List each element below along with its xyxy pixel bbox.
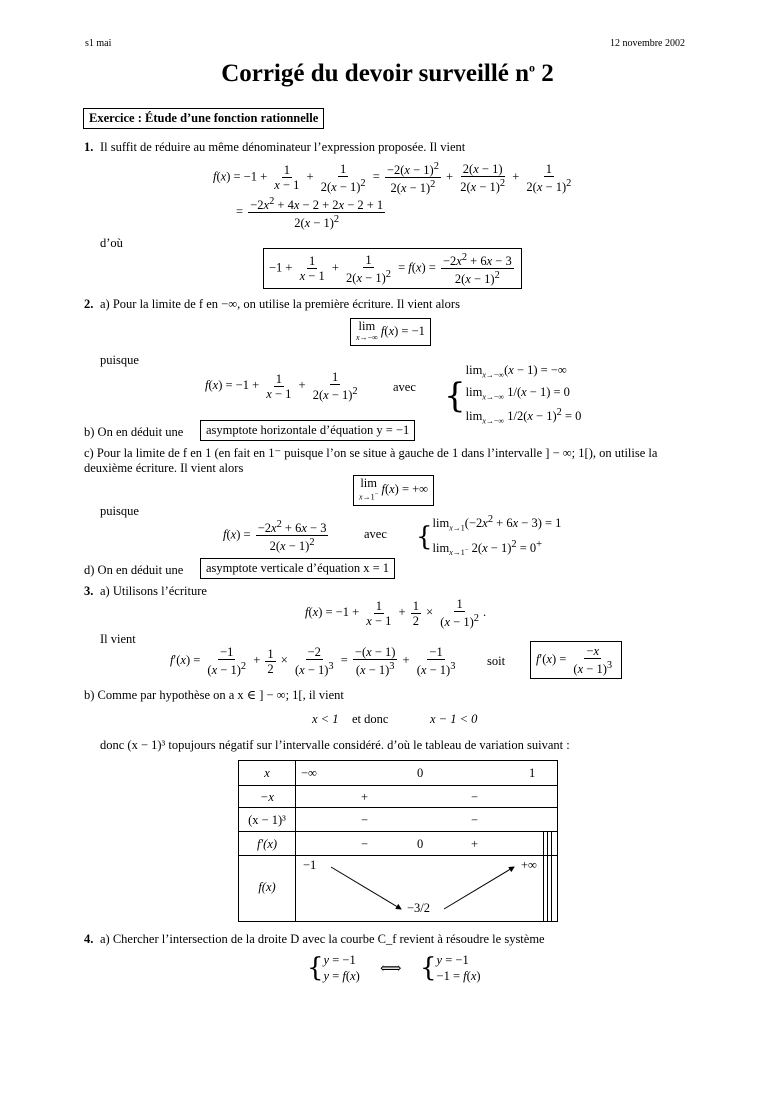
q4-system-2: { y = −1 −1 = f(x) [420,953,481,983]
q1-result-box: −1 + $\frac{1}{x - 1}$ + $\frac{1}{2(x - 1)^2}$ = f(x) = $\frac{-2x^2 + 6x - 3}{2(x - 1)^2}$ [263,248,522,289]
q2-limit-system: { $\lim_{x\to-\infty}(x - 1)$ = −∞ $\lim_{x\to-\infty} 1/(x - 1) = 0$ $\lim_{x\to-\infty} 1/2(x - 1)^2 = 0$ [444,363,582,426]
q2-a-text: a) Pour la limite de f en −∞, on utilise la première écriture. Il vient alors [100,297,460,311]
q1-number: 1. [84,140,94,154]
cell-minus-x-2: − [471,790,479,804]
cell-fprime-zero: 0 [417,837,424,851]
variation-arrows [239,761,557,921]
q2-c-limit-box: lim x→1− f(x) = +∞ [353,475,434,506]
q4-a-text: a) Chercher l’intersection de la droite D avec la courbe C_f revient à résoudre le système [100,932,545,946]
q2-limit-system-2: { $\lim_{x\to 1}(-2x^2 + 6x - 3) = 1$ $\lim_{x\to 1^-} 2(x - 1)^2 = 0^+$ [416,514,562,558]
q2-d-answer: asymptote verticale d’équation x = 1 [200,558,395,579]
cell-f-start: −1 [303,858,317,872]
row-label-x: x [264,766,270,780]
q4-system-1: { y = −1 y = f(x) [307,953,360,983]
equivalence-symbol: ⟺ [380,961,402,977]
cell-x-zero: 0 [417,766,424,780]
q4-number: 4. [84,932,94,946]
cell-cube-1: − [361,813,369,827]
cell-fprime-2: + [471,837,479,851]
q3-expression: f(x) = −1 + $\frac{1}{x - 1}$ + $\frac{1}{2}$ × $\frac{1}{(x - 1)^2}$ . [305,597,487,630]
variation-table [238,760,558,922]
cell-minus-x-1: + [361,790,369,804]
cell-f-end: +∞ [521,858,537,872]
arrow-increasing [444,867,514,909]
q3-ilvient: Il vient [100,632,136,646]
q1-text: Il suffit de réduire au même dénominateur l’expression proposée. Il vient [100,140,466,154]
arrow-decreasing [331,867,401,909]
q2-number: 2. [84,297,94,311]
cell-x-one: 1 [529,766,536,780]
q3-etdonc: et donc [352,712,389,726]
q2-puisque-2: puisque [100,504,139,518]
cell-fprime-1: − [361,837,369,851]
q3-b-text: b) Comme par hypothèse on a x ∈ ] − ∞; 1[, il vient [84,688,344,702]
q2-second-form: f(x) = $\frac{-2x^2 + 6x - 3}{2(x - 1)^2}$ [223,519,327,554]
q1-equation-2: = $\frac{-2x^2 + 4x - 2 + 2x - 2 + 1}{2(x - 1)^2}$ [236,196,384,231]
cell-f-min: −3/2 [407,901,431,915]
q3-ineq-2: x − 1 < 0 [430,712,478,726]
page-title: Corrigé du devoir surveillé $n^o$ 2 [221,60,554,87]
q3-number: 3. [84,584,94,598]
q3-derivative: f′(x) = $\frac{-1}{(x - 1)^2}$ + $\frac{1}{2}$ × $\frac{-2}{(x - 1)^3}$ = $\frac{-(x - 1)}{(x - 1)^3}$ + $\frac{-1}{(x - 1)^3}$ [170,645,456,678]
row-label-minus-x: −x [260,790,274,804]
header-left: s1 mai [85,38,112,49]
row-label-cube: (x − 1)³ [248,813,286,827]
q3-a-text: a) Utilisons l’écriture [100,584,207,598]
row-label-f: f(x) [258,880,276,894]
q2-b-text: b) On en déduit une [84,425,184,439]
q3-soit: soit [487,654,506,668]
cell-x-minus-inf: −∞ [301,766,317,780]
q2-limit-box: lim x→−∞ f(x) = −1 [350,318,431,346]
q2-puisque: puisque [100,353,139,367]
q1-equation-1: f(x) = −1 + $\frac{1}{x - 1}$ + $\frac{1}{2(x - 1)^2}$ = $\frac{-2(x - 1)^2}{2(x - 1)^2}$ + $\frac{2(x - 1)}{2(x - 1)^2}$ + $\frac{1}{2(x - 1)^2}$ [213,161,572,196]
q2-d-text: d) On en déduit une [84,563,184,577]
q2-avec-2: avec [364,527,387,541]
q2-avec: avec [393,380,416,394]
q3-derivative-result: f′(x) = $\frac{-x}{(x - 1)^3}$ [530,641,622,679]
q2-c-text: c) Pour la limite de f en 1 (en fait en 1⁻ puisque l’on se situe à gauche de 1 dans l’intervalle ] − ∞; 1[), on utilise la deuxième écriture. Il vient alors [84,446,658,475]
row-label-fprime: f′(x) [256,837,278,851]
q3-ineq-1: x < 1 [312,712,339,726]
q2-first-form: f(x) = −1 + $\frac{1}{x - 1}$ + $\frac{1}{2(x - 1)^2}$ [205,370,358,403]
exercise-label: Exercice : Étude d’une fonction rationnelle [83,108,324,129]
q3-donc-text: donc (x − 1)³ topujours négatif sur l’intervalle considéré. d’où le tableau de variation suivant : [100,738,570,752]
q1-dou: d’où [100,236,123,250]
header-right: 12 novembre 2002 [610,38,685,49]
cell-cube-2: − [471,813,479,827]
q2-b-answer: asymptote horizontale d’équation y = −1 [200,420,415,441]
